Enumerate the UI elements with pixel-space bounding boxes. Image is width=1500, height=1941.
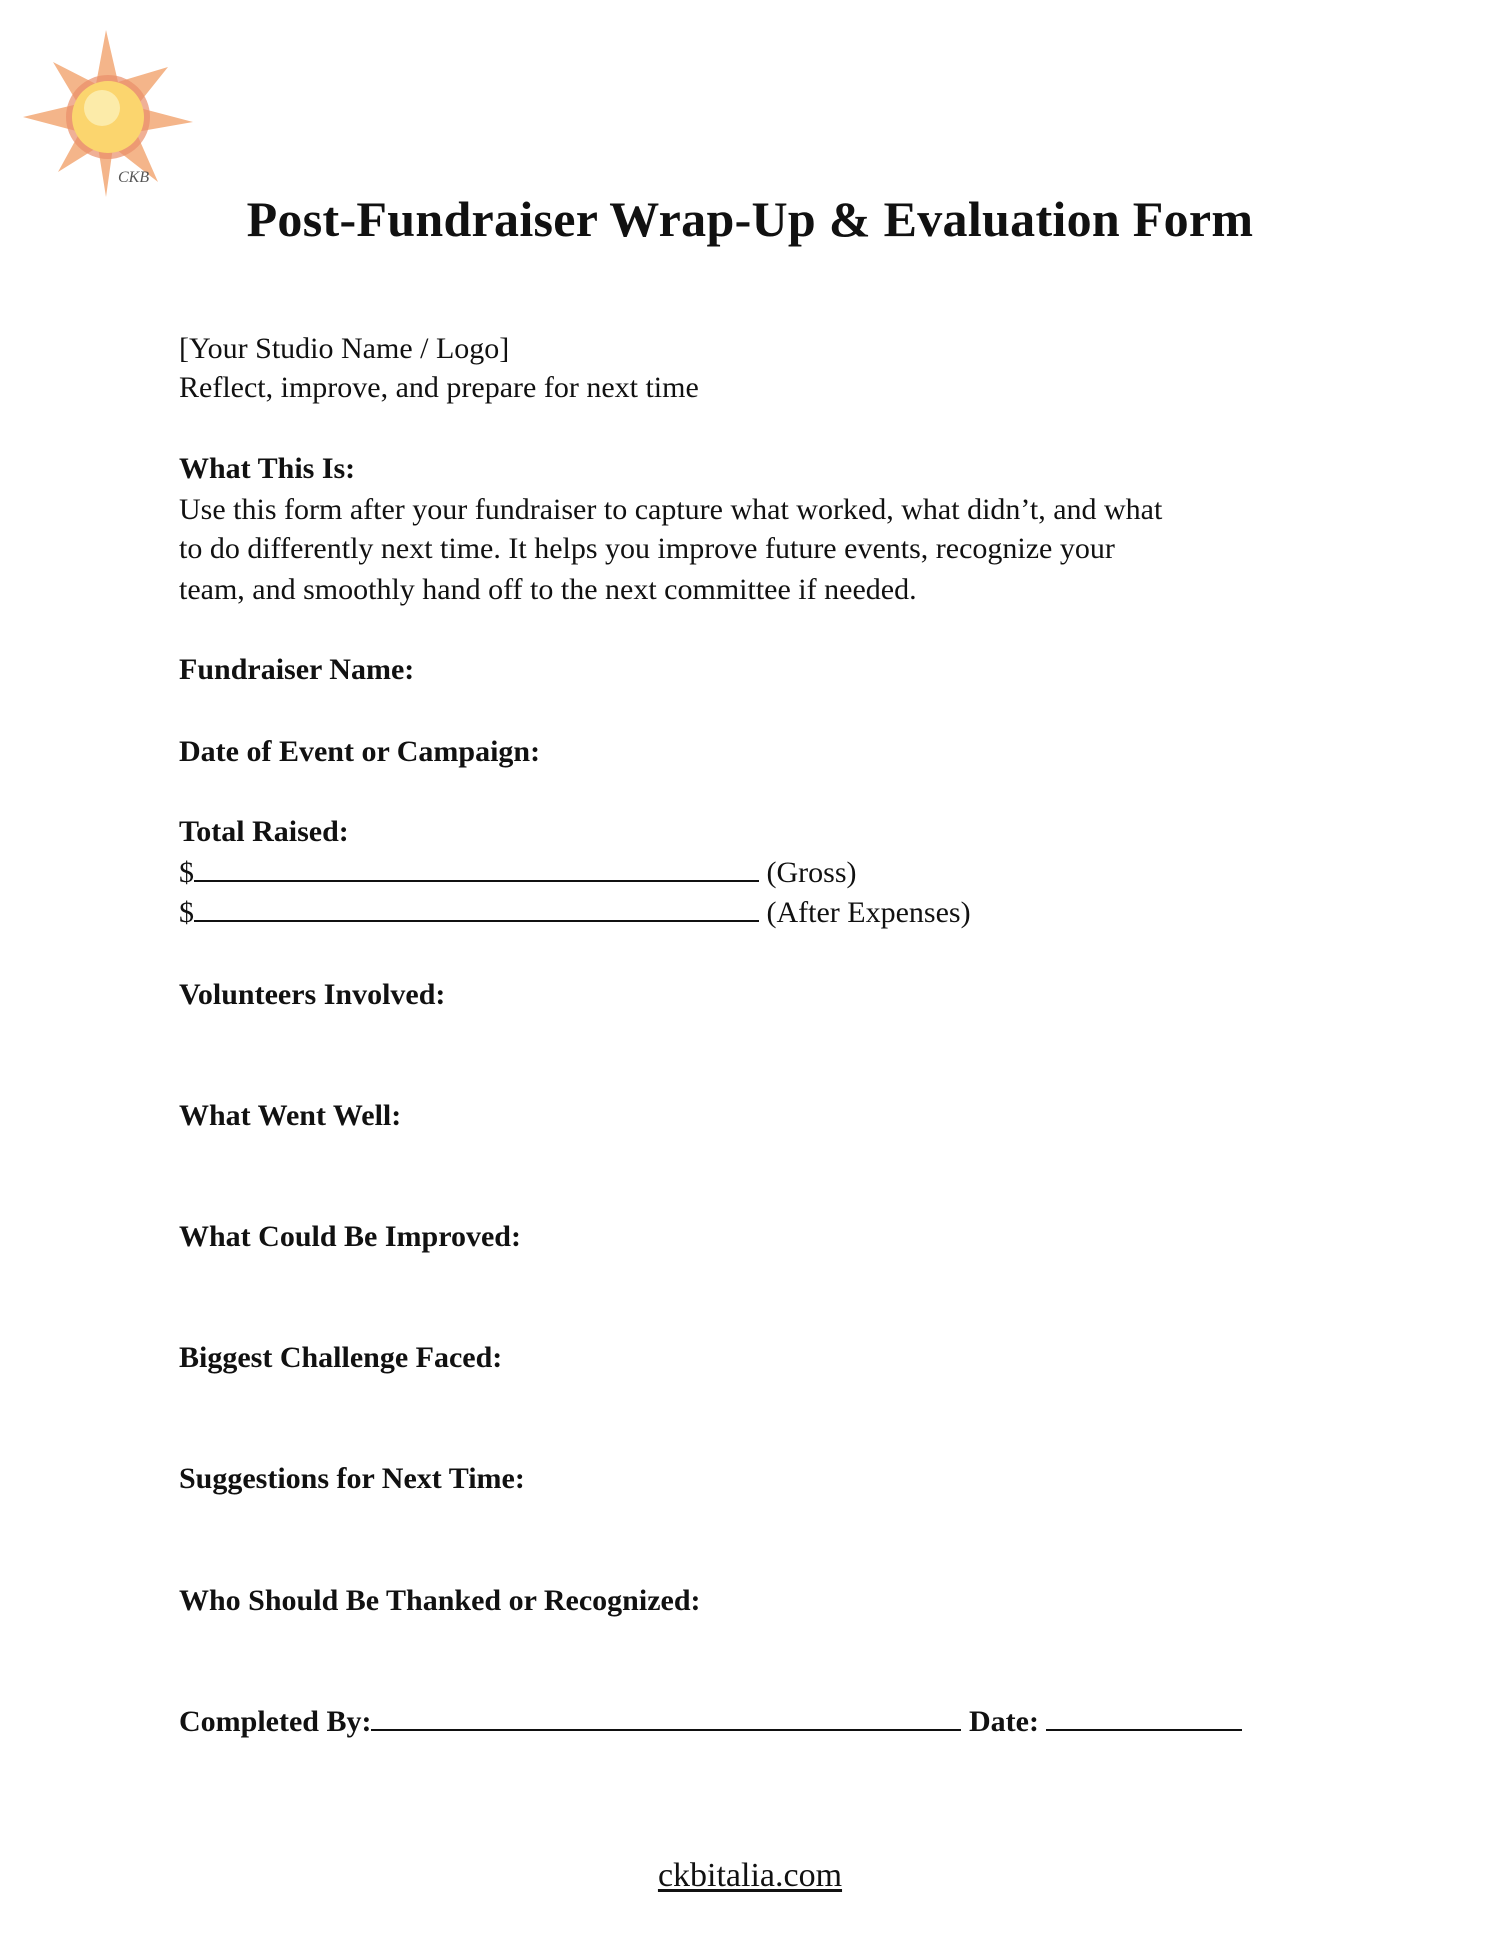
suggestions-label: Suggestions for Next Time: [179, 1462, 525, 1495]
thanked-label: Who Should Be Thanked or Recognized: [179, 1584, 701, 1617]
sun-logo [18, 22, 198, 202]
intro-line: Use this form after your fundraiser to capture what worked, what didn’t, and what [179, 493, 1163, 526]
currency-symbol: $ [179, 856, 194, 889]
went-well-label: What Went Well: [179, 1099, 402, 1132]
intro-line: to do differently next time. It helps you improve future events, recognize your [179, 532, 1115, 565]
gross-label: (Gross) [766, 856, 857, 889]
intro-line: team, and smoothly hand off to the next committee if needed. [179, 573, 917, 606]
volunteers-label: Volunteers Involved: [179, 978, 446, 1011]
completed-by-label: Completed By: [179, 1705, 372, 1738]
tagline: Reflect, improve, and prepare for next time [179, 371, 699, 404]
total-raised-label: Total Raised: [179, 815, 349, 848]
completed-by-row [179, 1702, 1242, 1742]
after-expenses-row [179, 893, 971, 933]
challenge-label: Biggest Challenge Faced: [179, 1341, 503, 1374]
date-of-event-label: Date of Event or Campaign: [179, 735, 541, 768]
footer [0, 1857, 1500, 1895]
intro-heading: What This Is: [179, 452, 356, 485]
after-expenses-label: (After Expenses) [766, 896, 971, 929]
svg-text:CKB: CKB [118, 169, 150, 186]
fundraiser-name-label: Fundraiser Name: [179, 653, 415, 686]
after-expenses-amount-field[interactable] [194, 894, 759, 922]
gross-amount-field[interactable] [194, 854, 759, 882]
completed-by-field[interactable] [371, 1703, 961, 1731]
page-title: Post-Fundraiser Wrap-Up & Evaluation Form [246, 191, 1254, 247]
currency-symbol: $ [179, 896, 194, 929]
date-label: Date: [968, 1705, 1039, 1738]
date-field[interactable] [1046, 1703, 1242, 1731]
studio-name: [Your Studio Name / Logo] [179, 332, 510, 365]
footer-link[interactable]: ckbitalia.com [657, 1857, 843, 1894]
gross-row [179, 853, 857, 893]
improved-label: What Could Be Improved: [179, 1220, 521, 1253]
